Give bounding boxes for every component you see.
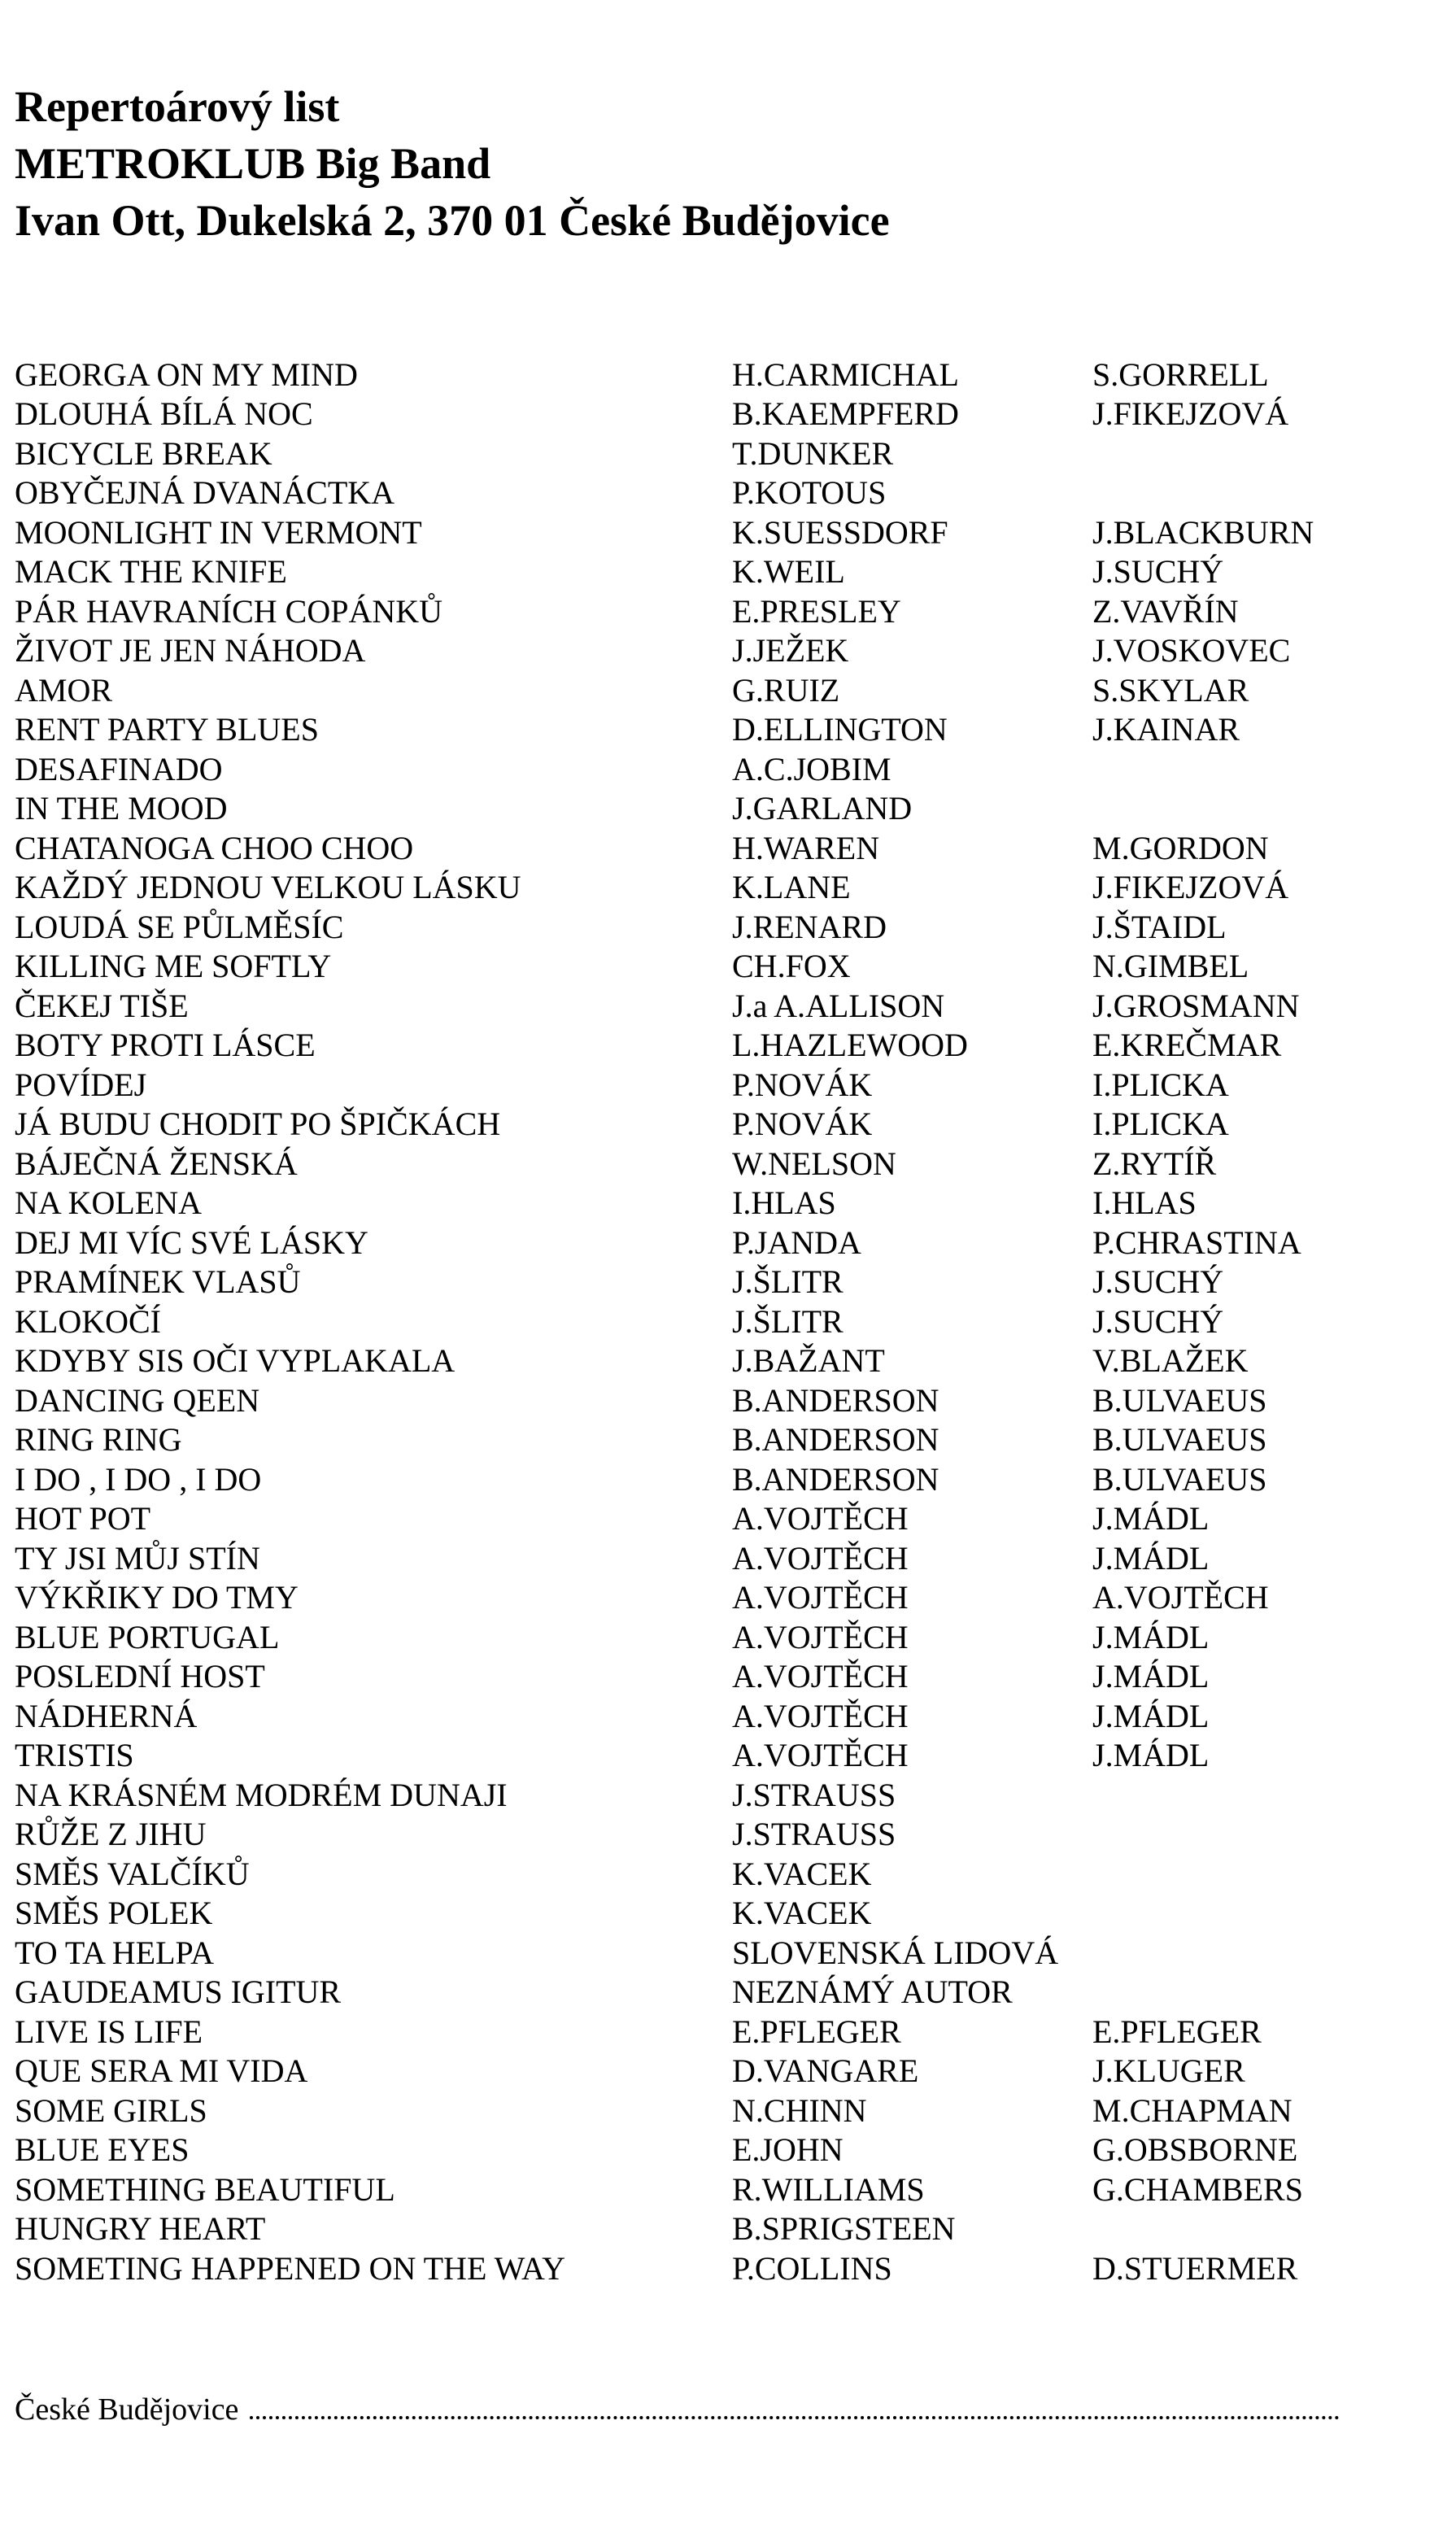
- song-title: DESAFINADO: [15, 750, 223, 787]
- song-row: [15, 1184, 1397, 1223]
- song-composer: J.ŠLITR: [732, 1263, 844, 1301]
- song-title: NA KRÁSNÉM MODRÉM DUNAJI: [15, 1776, 508, 1813]
- song-composer: J.RENARD: [732, 908, 887, 945]
- band-name: METROKLUB Big Band: [15, 139, 491, 188]
- song-lyricist: B.ULVAEUS: [1092, 1381, 1267, 1419]
- song-row: [15, 789, 1397, 829]
- song-composer: K.SUESSDORF: [732, 513, 948, 551]
- song-row: [15, 1144, 1397, 1184]
- song-row: [15, 1538, 1397, 1578]
- song-title: DEJ MI VÍC SVÉ LÁSKY: [15, 1223, 368, 1261]
- song-row: [15, 1380, 1397, 1420]
- song-title: RŮŽE Z JIHU: [15, 1816, 207, 1853]
- song-lyricist: J.FIKEJZOVÁ: [1092, 395, 1289, 433]
- song-row: [15, 1696, 1397, 1736]
- song-lyricist: D.STUERMER: [1092, 2249, 1298, 2287]
- song-lyricist: J.MÁDL: [1092, 1539, 1210, 1577]
- song-composer: H.CARMICHAL: [732, 355, 959, 393]
- song-title: TY JSI MŮJ STÍN: [15, 1539, 260, 1577]
- song-title: LIVE IS LIFE: [15, 2013, 203, 2050]
- song-lyricist: J.GROSMANN: [1092, 987, 1300, 1024]
- song-lyricist: J.KAINAR: [1092, 711, 1240, 748]
- song-row: [15, 473, 1397, 513]
- signature-line: [15, 2392, 1340, 2427]
- song-row: [15, 2131, 1397, 2170]
- song-row: [15, 1341, 1397, 1381]
- song-title: SMĚS POLEK: [15, 1895, 213, 1932]
- song-title: GEORGA ON MY MIND: [15, 355, 358, 393]
- song-row: [15, 1617, 1397, 1657]
- song-title: JÁ BUDU CHODIT PO ŠPIČKÁCH: [15, 1106, 501, 1143]
- song-row: [15, 355, 1397, 395]
- song-title: KDYBY SIS OČI VYPLAKALA: [15, 1342, 456, 1380]
- song-composer: N.CHINN: [732, 2091, 867, 2129]
- song-title: POVÍDEJ: [15, 1066, 147, 1103]
- song-lyricist: N.GIMBEL: [1092, 948, 1249, 985]
- song-lyricist: M.GORDON: [1092, 829, 1269, 866]
- song-lyricist: G.CHAMBERS: [1092, 2170, 1303, 2208]
- song-composer: SLOVENSKÁ LIDOVÁ: [732, 1934, 1059, 1971]
- song-lyricist: I.PLICKA: [1092, 1106, 1229, 1143]
- song-title: RENT PARTY BLUES: [15, 711, 319, 748]
- song-title: MOONLIGHT IN VERMONT: [15, 513, 422, 551]
- song-composer: E.PRESLEY: [732, 592, 901, 630]
- song-composer: K.VACEK: [732, 1855, 872, 1892]
- song-title: KAŽDÝ JEDNOU VELKOU LÁSKU: [15, 869, 521, 906]
- song-composer: R.WILLIAMS: [732, 2170, 925, 2208]
- song-title: SOMETING HAPPENED ON THE WAY: [15, 2249, 566, 2287]
- song-row: [15, 1065, 1397, 1105]
- song-title: IN THE MOOD: [15, 790, 228, 827]
- song-row: [15, 1223, 1397, 1263]
- song-row: [15, 1894, 1397, 1934]
- song-lyricist: Z.VAVŘÍN: [1092, 592, 1239, 630]
- song-title: HOT POT: [15, 1500, 151, 1537]
- song-composer: J.JEŽEK: [732, 632, 849, 669]
- song-composer: D.ELLINGTON: [732, 711, 948, 748]
- song-title: MACK THE KNIFE: [15, 553, 287, 591]
- song-list: [15, 355, 1397, 2288]
- song-row: [15, 947, 1397, 987]
- document-header: [15, 78, 890, 249]
- song-lyricist: A.VOJTĚCH: [1092, 1579, 1269, 1616]
- song-composer: D.VANGARE: [732, 2052, 919, 2090]
- song-composer: B.SPRIGSTEEN: [732, 2210, 956, 2248]
- song-composer: J.STRAUSS: [732, 1776, 896, 1813]
- song-row: [15, 1420, 1397, 1460]
- song-lyricist: P.CHRASTINA: [1092, 1223, 1301, 1261]
- song-row: [15, 591, 1397, 631]
- song-title: QUE SERA MI VIDA: [15, 2052, 308, 2090]
- song-lyricist: J.FIKEJZOVÁ: [1092, 869, 1289, 906]
- song-title: OBYČEJNÁ DVANÁCTKA: [15, 474, 395, 512]
- song-lyricist: J.MÁDL: [1092, 1737, 1210, 1774]
- song-lyricist: I.HLAS: [1092, 1184, 1197, 1222]
- song-composer: P.COLLINS: [732, 2249, 892, 2287]
- song-composer: P.NOVÁK: [732, 1066, 873, 1103]
- song-title: RING RING: [15, 1421, 182, 1459]
- document-title: Repertoárový list: [15, 82, 340, 131]
- song-row: [15, 1263, 1397, 1302]
- song-title: DLOUHÁ BÍLÁ NOC: [15, 395, 313, 433]
- song-title: KILLING ME SOFTLY: [15, 948, 332, 985]
- song-composer: A.VOJTĚCH: [732, 1618, 909, 1655]
- song-row: [15, 2052, 1397, 2091]
- song-title: CHATANOGA CHOO CHOO: [15, 829, 414, 866]
- song-row: [15, 434, 1397, 473]
- song-title: PRAMÍNEK VLASŮ: [15, 1263, 301, 1301]
- song-title: TRISTIS: [15, 1737, 134, 1774]
- song-title: BLUE PORTUGAL: [15, 1618, 280, 1655]
- song-title: AMOR: [15, 671, 113, 709]
- song-lyricist: G.OBSBORNE: [1092, 2131, 1298, 2169]
- song-title: SMĚS VALČÍKŮ: [15, 1855, 250, 1892]
- song-row: [15, 1026, 1397, 1066]
- song-row: [15, 1815, 1397, 1855]
- song-row: [15, 1302, 1397, 1341]
- song-lyricist: I.PLICKA: [1092, 1066, 1229, 1103]
- song-row: [15, 710, 1397, 750]
- song-composer: J.GARLAND: [732, 790, 913, 827]
- song-row: [15, 1657, 1397, 1697]
- song-title: ČEKEJ TIŠE: [15, 987, 189, 1024]
- song-lyricist: J.SUCHÝ: [1092, 1263, 1224, 1301]
- song-lyricist: B.ULVAEUS: [1092, 1460, 1267, 1498]
- song-title: KLOKOČÍ: [15, 1302, 161, 1340]
- song-lyricist: J.KLUGER: [1092, 2052, 1245, 2090]
- song-composer: G.RUIZ: [732, 671, 840, 709]
- song-composer: A.VOJTĚCH: [732, 1539, 909, 1577]
- song-row: [15, 2170, 1397, 2209]
- song-composer: E.JOHN: [732, 2131, 844, 2169]
- song-composer: J.STRAUSS: [732, 1816, 896, 1853]
- song-row: [15, 828, 1397, 868]
- song-lyricist: J.MÁDL: [1092, 1658, 1210, 1695]
- song-row: [15, 1499, 1397, 1539]
- song-lyricist: J.VOSKOVEC: [1092, 632, 1291, 669]
- song-composer: L.HAZLEWOOD: [732, 1027, 968, 1064]
- song-row: [15, 631, 1397, 671]
- song-row: [15, 1973, 1397, 2013]
- song-composer: A.VOJTĚCH: [732, 1579, 909, 1616]
- song-row: [15, 2012, 1397, 2052]
- song-lyricist: J.ŠTAIDL: [1092, 908, 1227, 945]
- song-title: BOTY PROTI LÁSCE: [15, 1027, 316, 1064]
- song-composer: A.VOJTĚCH: [732, 1697, 909, 1734]
- song-title: I DO , I DO , I DO: [15, 1460, 262, 1498]
- song-composer: P.JANDA: [732, 1223, 861, 1261]
- song-title: PÁR HAVRANÍCH COPÁNKŮ: [15, 592, 443, 630]
- dotted-fill-line: [250, 2393, 1340, 2419]
- song-title: SOMETHING BEAUTIFUL: [15, 2170, 395, 2208]
- song-title: DANCING QEEN: [15, 1381, 260, 1419]
- song-composer: K.WEIL: [732, 553, 845, 591]
- song-composer: J.BAŽANT: [732, 1342, 885, 1380]
- song-composer: J.a A.ALLISON: [732, 987, 945, 1024]
- song-composer: K.LANE: [732, 869, 851, 906]
- song-composer: P.NOVÁK: [732, 1106, 873, 1143]
- song-title: TO TA HELPA: [15, 1934, 214, 1971]
- song-row: [15, 907, 1397, 947]
- song-composer: A.VOJTĚCH: [732, 1737, 909, 1774]
- song-title: LOUDÁ SE PŮLMĚSÍC: [15, 908, 344, 945]
- song-row: [15, 395, 1397, 434]
- song-row: [15, 512, 1397, 552]
- song-composer: A.VOJTĚCH: [732, 1658, 909, 1695]
- song-lyricist: E.KREČMAR: [1092, 1027, 1282, 1064]
- song-row: [15, 1933, 1397, 1973]
- song-row: [15, 2091, 1397, 2131]
- song-composer: W.NELSON: [732, 1145, 896, 1182]
- song-lyricist: J.SUCHÝ: [1092, 553, 1224, 591]
- place-label: České Budějovice: [15, 2392, 239, 2427]
- song-row: [15, 1736, 1397, 1776]
- song-composer: H.WAREN: [732, 829, 880, 866]
- song-row: [15, 670, 1397, 710]
- song-row: [15, 2248, 1397, 2288]
- song-title: BÁJEČNÁ ŽENSKÁ: [15, 1145, 298, 1182]
- song-lyricist: E.PFLEGER: [1092, 2013, 1262, 2050]
- song-composer: B.KAEMPFERD: [732, 395, 959, 433]
- song-row: [15, 1775, 1397, 1815]
- song-composer: J.ŠLITR: [732, 1302, 844, 1340]
- song-title: BICYCLE BREAK: [15, 434, 272, 472]
- song-lyricist: S.GORRELL: [1092, 355, 1269, 393]
- song-composer: I.HLAS: [732, 1184, 836, 1222]
- song-title: HUNGRY HEART: [15, 2210, 266, 2248]
- song-composer: B.ANDERSON: [732, 1381, 939, 1419]
- song-row: [15, 2209, 1397, 2249]
- song-lyricist: J.MÁDL: [1092, 1697, 1210, 1734]
- song-row: [15, 1459, 1397, 1499]
- song-lyricist: V.BLAŽEK: [1092, 1342, 1249, 1380]
- song-title: SOME GIRLS: [15, 2091, 207, 2129]
- song-composer: B.ANDERSON: [732, 1421, 939, 1459]
- song-row: [15, 749, 1397, 789]
- song-composer: A.VOJTĚCH: [732, 1500, 909, 1537]
- song-row: [15, 1854, 1397, 1894]
- song-lyricist: J.SUCHÝ: [1092, 1302, 1224, 1340]
- song-title: BLUE EYES: [15, 2131, 190, 2169]
- song-composer: E.PFLEGER: [732, 2013, 901, 2050]
- song-title: ŽIVOT JE JEN NÁHODA: [15, 632, 366, 669]
- song-composer: T.DUNKER: [732, 434, 894, 472]
- song-lyricist: J.BLACKBURN: [1092, 513, 1314, 551]
- song-composer: NEZNÁMÝ AUTOR: [732, 1974, 1013, 2011]
- song-row: [15, 1578, 1397, 1618]
- song-composer: A.C.JOBIM: [732, 750, 891, 787]
- band-address: Ivan Ott, Dukelská 2, 370 01 České Budějovice: [15, 196, 890, 245]
- song-composer: K.VACEK: [732, 1895, 872, 1932]
- song-composer: CH.FOX: [732, 948, 851, 985]
- song-title: VÝKŘIKY DO TMY: [15, 1579, 299, 1616]
- song-lyricist: B.ULVAEUS: [1092, 1421, 1267, 1459]
- song-row: [15, 1105, 1397, 1145]
- song-lyricist: J.MÁDL: [1092, 1618, 1210, 1655]
- song-row: [15, 986, 1397, 1026]
- song-row: [15, 868, 1397, 908]
- song-title: POSLEDNÍ HOST: [15, 1658, 265, 1695]
- song-lyricist: S.SKYLAR: [1092, 671, 1249, 709]
- song-composer: B.ANDERSON: [732, 1460, 939, 1498]
- song-title: GAUDEAMUS IGITUR: [15, 1974, 342, 2011]
- song-lyricist: J.MÁDL: [1092, 1500, 1210, 1537]
- song-composer: P.KOTOUS: [732, 474, 887, 512]
- song-lyricist: M.CHAPMAN: [1092, 2091, 1293, 2129]
- song-row: [15, 552, 1397, 592]
- song-title: NÁDHERNÁ: [15, 1697, 198, 1734]
- song-title: NA KOLENA: [15, 1184, 202, 1222]
- song-lyricist: Z.RYTÍŘ: [1092, 1145, 1217, 1182]
